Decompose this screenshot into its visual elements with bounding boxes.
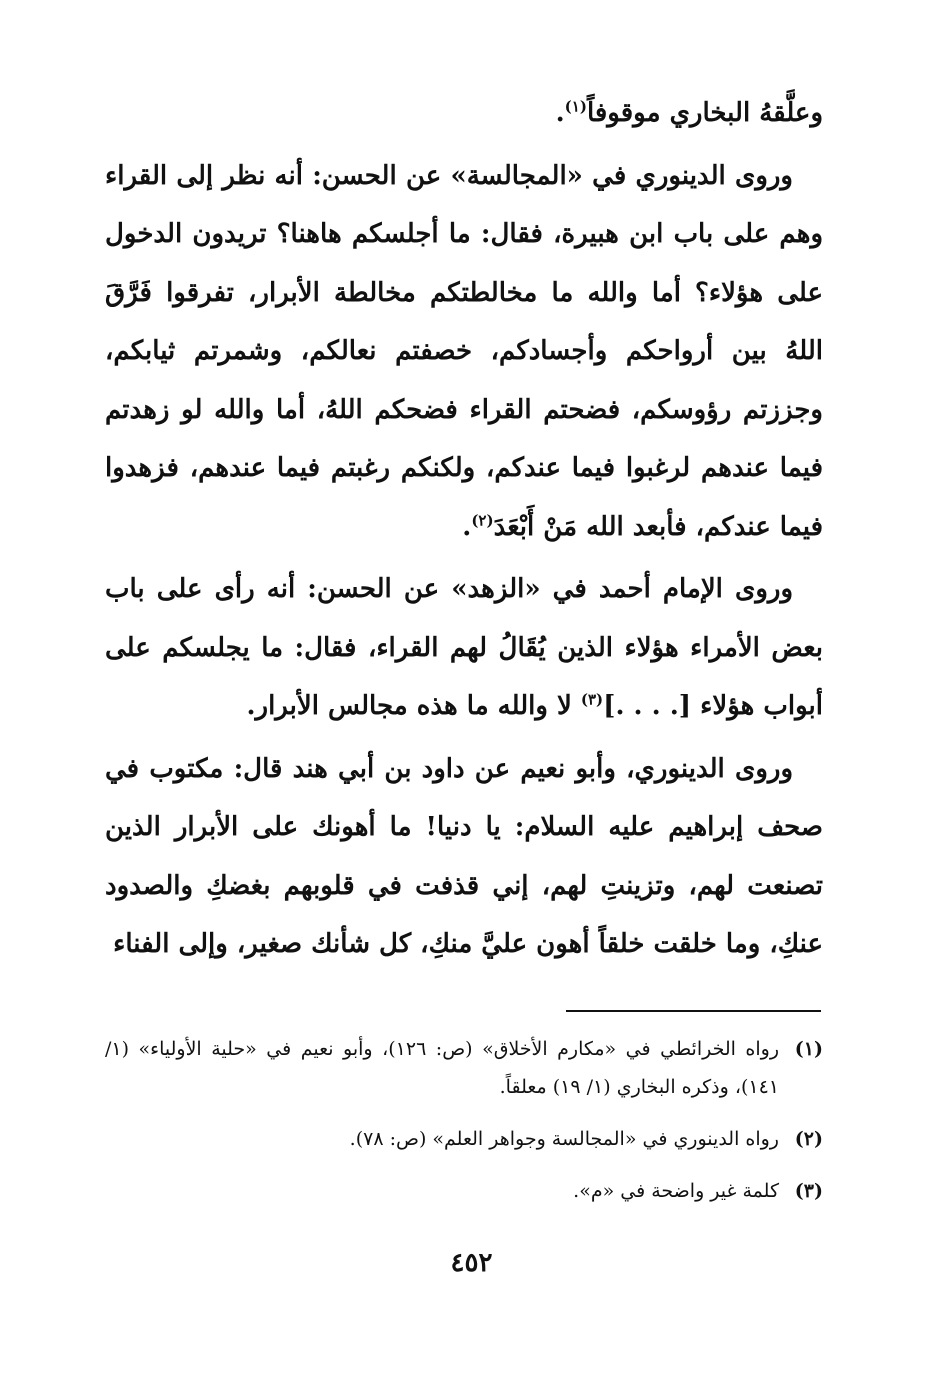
paragraph-text: لا والله ما هذه مجالس الأبرار. [246,691,581,721]
paragraph-text: . [555,98,565,128]
main-text [105,84,823,974]
paragraph-2 [105,147,823,557]
paragraph-text: . [462,511,472,542]
footnote-number: (٣) [794,1180,823,1202]
paragraph-4 [105,740,823,974]
paragraph-text: وعلَّقهُ البخاري موقوفاً [586,98,823,128]
paragraph-text: وروى الدينوري في «المجالسة» عن الحسن: أنه نظر إلى القراء وهم على باب ابن هبيرة، فقال: ما أجلسكم هاهنا؟ تريدون الدخول على هؤلاء؟ أما والله ما مخالطتكم مخالطة الأبرار، تفرقوا فَرَّقَ اللهُ بين أرواحكم وأجسادكم، خصفتم نعالكم، وشمرتم ثيابكم، وجززتم رؤوسكم، فضحتم القراء فضحكم اللهُ، أما والله لو زهدتم فيما عندهم لرغبوا فيما عندكم، ولكنكم رغبتم فيما عندهم، فزهدوا فيما عندكم، فأبعد الله مَنْ أَبْعَدَ [105,160,823,542]
footnote-3 [105,1172,823,1210]
footnote-ref-3: (٣) [580,690,604,709]
footnotes [105,1030,823,1224]
footnote-1 [105,1030,823,1106]
footnote-separator [566,1010,821,1012]
footnote-number: (١) [794,1038,823,1060]
footnote-text: رواه الدينوري في «المجالسة وجواهر العلم» (ص: ٧٨). [349,1128,779,1150]
footnote-number: (٢) [794,1128,823,1150]
footnote-ref-2: (٢) [471,510,494,529]
paragraph-text: وروى الدينوري، وأبو نعيم عن داود بن أبي هند قال: مكتوب في صحف إبراهيم عليه السلام: يا دنيا! ما أهونك على الأبرار الذين تصنعت لهم، وتزينتِ لهم، إني قذفت في قلوبهم بغضكِ والصدود عنكِ، وما خلقت خلقاً أهون عليَّ منكِ، كل شأنك صغير، وإلى الفناء [105,753,823,959]
paragraph-1 [105,84,823,143]
paragraph-text: وروى الإمام أحمد في «الزهد» عن الحسن: أنه رأى على باب بعض الأمراء هؤلاء الذين يُقَالُ لهم القراء، فقال: ما يجلسكم على أبواب هؤلاء [. . . .] [105,574,823,721]
footnote-text: كلمة غير واضحة في «م». [573,1180,779,1202]
paragraph-3 [105,560,823,736]
footnote-ref-1: (١) [564,97,587,116]
page-number: ٤٥٢ [450,1248,493,1278]
footnote-text: رواه الخرائطي في «مكارم الأخلاق» (ص: ١٢٦)، وأبو نعيم في «حلية الأولياء» (١/ ١٤١)، وذكره البخاري (١/ ١٩) معلقاً. [105,1038,780,1098]
footnote-2 [105,1120,823,1158]
